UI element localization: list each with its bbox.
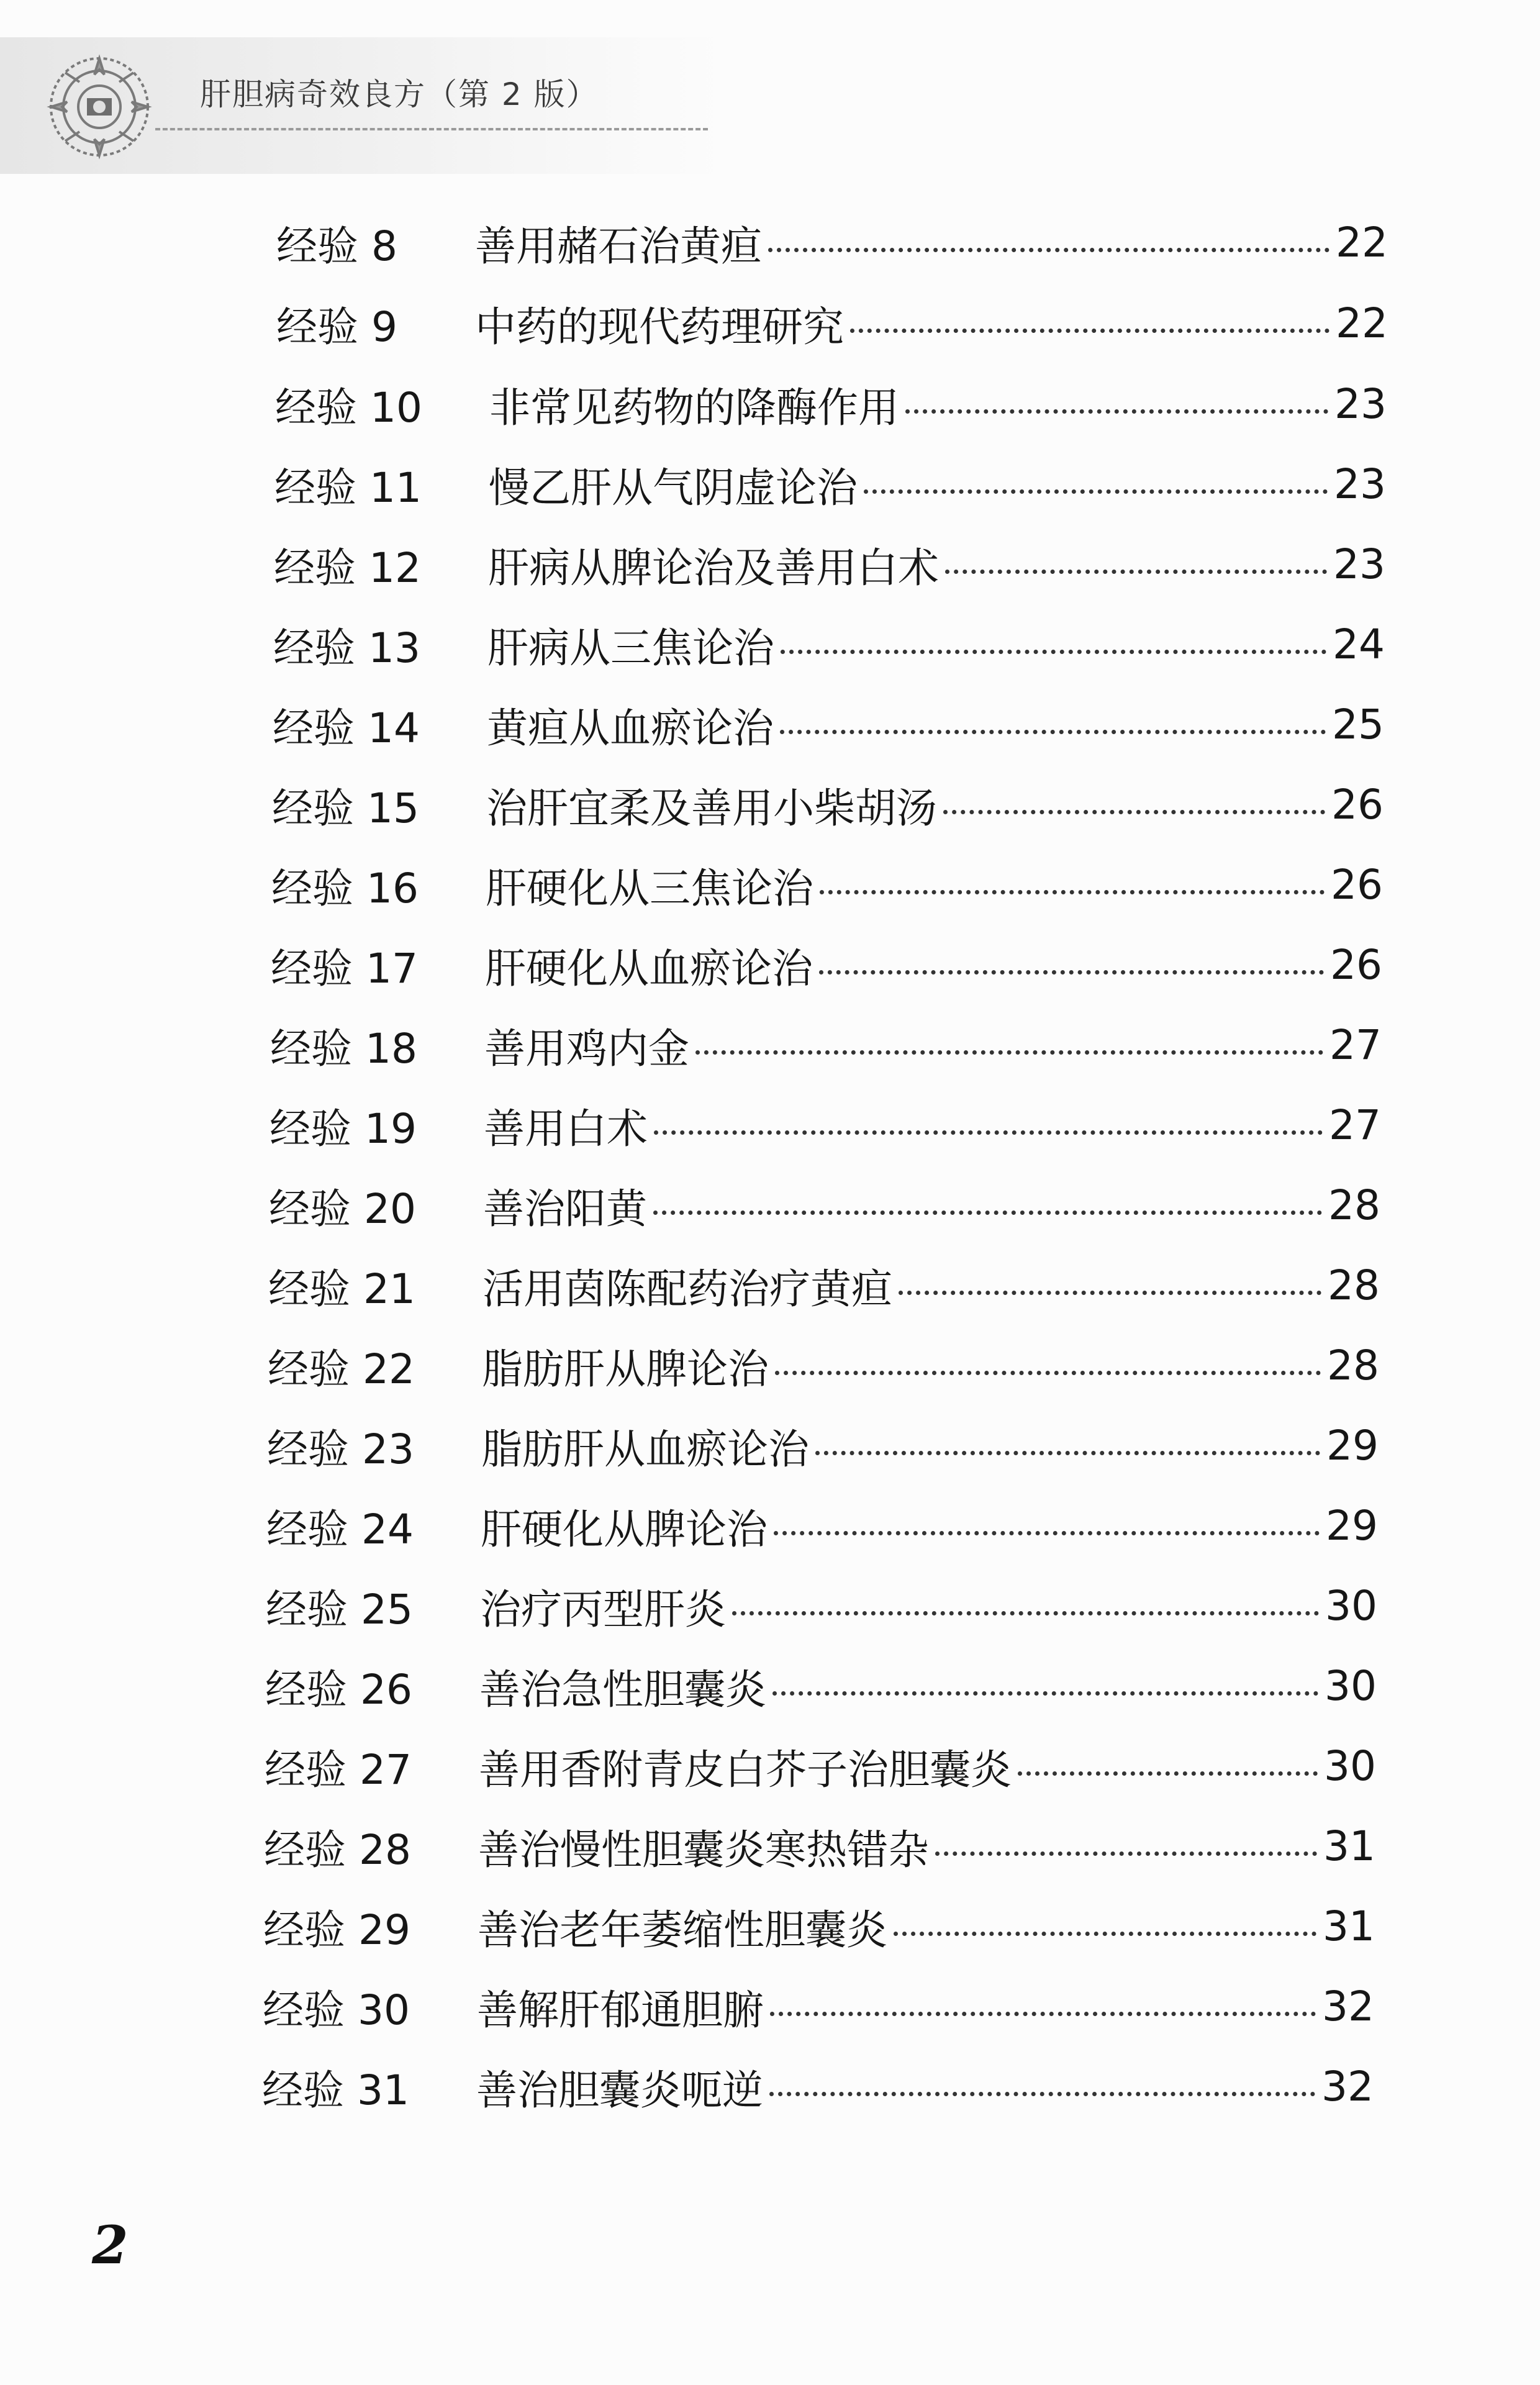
dot-leader [768,248,1329,252]
toc-entry[interactable] [276,211,1388,273]
entry-title: 慢乙肝从气阴虚论治 [489,463,858,512]
entry-label: 经验 28 [264,1825,411,1874]
entry-label: 经验 29 [263,1906,410,1954]
dot-leader [772,1691,1318,1696]
dot-leader [770,2012,1316,2016]
entry-label: 经验 27 [265,1745,412,1794]
dot-leader [695,1050,1323,1055]
entry-label: 经验 26 [265,1665,412,1714]
entry-page-number: 26 [1331,860,1383,909]
dot-leader [815,1451,1320,1455]
dot-leader [850,329,1329,333]
entry-title: 善用白术 [484,1104,648,1153]
entry-page-number: 29 [1326,1421,1379,1470]
dot-leader [894,1932,1316,1936]
entry-page-number: 27 [1329,1020,1382,1069]
entry-label: 经验 14 [273,704,420,752]
toc-entry[interactable] [263,1895,1375,1957]
toc-entry[interactable] [271,934,1382,996]
entry-title: 善治慢性胆囊炎寒热错杂 [478,1825,929,1874]
entry-title: 中药的现代药理研究 [475,302,844,351]
entry-label: 经验 25 [266,1585,413,1633]
toc-entry[interactable] [273,613,1385,675]
entry-label: 经验 8 [276,222,397,270]
entry-label: 经验 18 [270,1024,417,1073]
entry-page-number: 22 [1336,218,1388,266]
entry-label: 经验 17 [271,944,418,993]
entry-page-number: 31 [1323,1902,1375,1950]
entry-label: 经验 30 [263,1986,410,2034]
toc-entry[interactable] [270,1014,1382,1076]
entry-title: 善治阳黄 [483,1184,647,1233]
toc-entry[interactable] [266,1574,1377,1637]
dot-leader [935,1851,1317,1856]
entry-page-number: 32 [1321,2062,1374,2110]
entry-page-number: 27 [1329,1101,1381,1149]
toc-entry[interactable] [264,1815,1375,1877]
header-divider [155,128,708,130]
entry-title: 治疗丙型肝炎 [480,1585,726,1633]
entry-page-number: 30 [1325,1661,1377,1710]
entry-page-number: 30 [1324,1742,1376,1790]
dot-leader [775,1371,1321,1375]
toc-entry[interactable] [267,1414,1379,1476]
entry-label: 经验 19 [270,1104,417,1153]
toc-entry[interactable] [275,373,1387,435]
toc-entry[interactable] [262,2055,1374,2117]
dot-leader [820,890,1325,894]
entry-page-number: 30 [1325,1581,1377,1630]
entry-label: 经验 20 [269,1184,416,1233]
entry-title: 善解肝郁通胆腑 [477,1986,764,2034]
entry-title: 肝硬化从脾论治 [481,1505,768,1553]
dot-leader [732,1611,1319,1615]
entry-title: 活用茵陈配药治疗黄疸 [482,1265,892,1313]
entry-title: 善用香附青皮白芥子治胆囊炎 [479,1745,1012,1794]
entry-page-number: 28 [1328,1181,1380,1229]
entry-label: 经验 12 [274,543,421,592]
toc-entry[interactable] [268,1254,1380,1316]
toc-entry[interactable] [272,773,1384,835]
entry-title: 善治老年萎缩性胆囊炎 [478,1906,887,1954]
entry-label: 经验 23 [267,1425,414,1473]
entry-title: 善用赭石治黄疸 [475,222,762,270]
entry-title: 非常见药物的降酶作用 [489,383,899,432]
entry-page-number: 28 [1328,1261,1380,1309]
entry-title: 肝病从脾论治及善用白术 [488,543,939,592]
dot-leader [905,409,1328,414]
dot-leader [945,570,1327,574]
dot-leader [774,1531,1320,1535]
entry-title: 善治胆囊炎呃逆 [476,2066,763,2114]
entry-label: 经验 16 [271,864,419,912]
entry-title: 肝硬化从血瘀论治 [485,944,813,993]
entry-title: 脂肪肝从血瘀论治 [481,1425,809,1473]
entry-title: 脂肪肝从脾论治 [482,1345,769,1393]
toc-entry[interactable] [266,1494,1378,1556]
toc-entry[interactable] [265,1735,1376,1797]
entry-label: 经验 31 [262,2066,409,2114]
dot-leader [780,730,1326,734]
entry-label: 经验 22 [268,1345,415,1393]
entry-label: 经验 11 [274,463,422,512]
toc-entry[interactable] [271,853,1383,915]
ornamental-emblem-icon [37,45,161,169]
dot-leader [943,810,1325,814]
toc-entry[interactable] [268,1334,1379,1396]
entry-page-number: 26 [1331,780,1384,829]
toc-entry[interactable] [263,1975,1374,2037]
entry-label: 经验 10 [275,383,422,432]
entry-label: 经验 21 [268,1265,415,1313]
dot-leader [1018,1771,1318,1776]
entry-page-number: 29 [1326,1501,1378,1550]
dot-leader [819,970,1324,974]
entry-page-number: 28 [1327,1341,1379,1389]
dot-leader [769,2092,1315,2096]
toc-entry[interactable] [273,693,1384,755]
dot-leader [654,1130,1323,1135]
toc-entry[interactable] [270,1094,1381,1156]
entry-title: 黄疸从血瘀论治 [487,704,774,752]
entry-page-number: 32 [1322,1982,1374,2030]
entry-page-number: 25 [1332,700,1384,748]
entry-title: 治肝宜柔及善用小柴胡汤 [486,784,937,832]
running-title: 肝胆病奇效良方（第 2 版） [200,76,599,112]
entry-page-number: 31 [1323,1822,1375,1870]
entry-page-number: 23 [1334,379,1387,428]
entry-label: 经验 13 [273,624,420,672]
entry-page-number: 23 [1334,460,1386,508]
entry-page-number: 26 [1330,940,1382,989]
entry-title: 善治急性胆囊炎 [479,1665,766,1714]
entry-label: 经验 24 [266,1505,414,1553]
entry-title: 肝病从三焦论治 [487,624,774,672]
entry-page-number: 22 [1336,299,1388,347]
dot-leader [653,1211,1322,1215]
toc-entry[interactable] [274,453,1386,515]
entry-title: 肝硬化从三焦论治 [486,864,813,912]
toc-entry[interactable] [274,533,1385,595]
entry-title: 善用鸡内金 [484,1024,689,1073]
dot-leader [864,489,1328,494]
folio-page-number: 2 [92,2214,129,2276]
toc-entry[interactable] [265,1655,1377,1717]
entry-page-number: 23 [1333,540,1385,588]
toc-entry[interactable] [276,292,1388,354]
toc-entry[interactable] [269,1174,1380,1236]
entry-label: 经验 15 [272,784,419,832]
dot-leader [781,650,1326,654]
entry-label: 经验 9 [276,302,397,351]
entry-page-number: 24 [1333,620,1385,668]
dot-leader [899,1291,1321,1295]
